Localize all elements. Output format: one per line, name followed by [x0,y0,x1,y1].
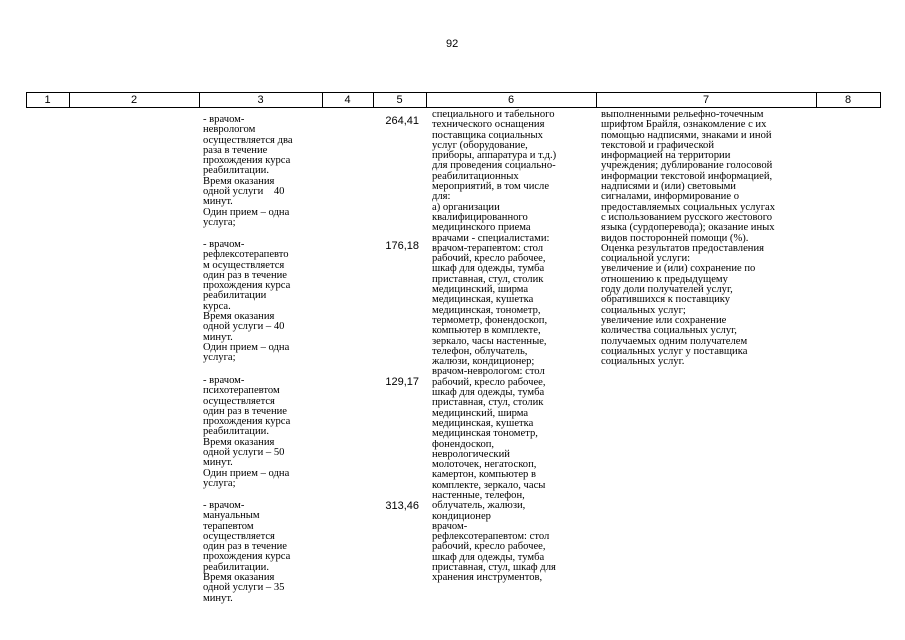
text-line: медицинский, ширма [432,284,529,296]
text-line: Время оказания [203,436,275,448]
text-line: Один прием – одна [203,206,290,218]
text-line: один раз в течение [203,541,287,553]
text-line: хранения инструментов, [432,572,543,584]
header-bottom-border [26,107,880,108]
text-line: текстовой и графической [601,139,715,151]
text-line: термометр, фонендоскоп, [432,314,548,326]
text-line: одной услуги – 35 [203,582,285,594]
text-line: приставная, стул, столик [432,397,544,409]
text-line: отношению к предыдущему [601,273,728,285]
text-line: мероприятий, в том числе [432,181,550,193]
text-line: квалифицированного [432,211,528,223]
text-line: Один прием – одна [203,467,290,479]
text-line: жалюзи, кондиционер; [432,356,535,368]
text-line: компьютер в комплекте, [432,325,541,337]
text-line: медицинская, кушетка [432,294,534,306]
text-line: услуга; [203,477,236,489]
text-line: медицинский, ширма [432,407,529,419]
text-line: шкаф для одежды, тумба [432,263,545,275]
text-line: - врачом- [203,239,245,250]
text-line: получаемых одним получателем [601,335,748,347]
text-line: медицинского приема [432,222,531,234]
text-line: осуществляется [203,530,275,542]
service-block-psychotherapist [203,376,321,489]
text-line: с использованием русского жестового [601,211,773,223]
text-line: одной услуги – 40 [203,321,285,333]
text-line: шрифтом Брайля, ознакомление с их [601,119,767,131]
header-col-2: 2 [130,94,138,106]
text-line: увеличение и (или) сохранение по [601,263,756,275]
text-line: терапевтом [203,520,254,532]
text-line: курса. [203,300,231,312]
text-line: рабочий, кресло рабочее, [432,253,546,265]
text-line: м осуществляется [203,259,285,271]
text-line: шкаф для одежды, тумба [432,387,545,399]
text-line: облучатель, жалюзи, [432,500,526,512]
page-number: 92 [446,38,459,50]
text-line: - врачом- [203,114,245,125]
text-line: осуществляется два [203,134,293,146]
header-col-3: 3 [257,94,264,106]
text-line: минут. [203,196,233,208]
text-line: минут. [203,331,233,343]
text-line: специального и табельного [432,109,555,120]
text-line: сигналами, информирование о [601,191,739,203]
text-line: телефон, облучатель, [432,345,528,357]
text-line: приставная, стул, шкаф для [432,562,556,574]
text-line: рабочий, кресло рабочее, [432,376,546,388]
text-line: помощью надписями, знаками и иной [601,129,772,141]
text-line: рефлексотерапевтом: стол [432,531,550,543]
text-line: одной услуги 40 [203,186,285,198]
price-value: 129,17 [385,376,419,388]
text-line: кондиционер [432,510,491,522]
equipment-description [432,110,594,584]
text-line: прохождения курса [203,416,291,428]
text-line: реабилитации. [203,165,269,177]
text-line: обратившихся к поставщику [601,294,731,306]
text-line: раза в течение [203,144,268,156]
text-line: рабочий, кресло рабочее, [432,541,546,553]
header-col-6: 6 [507,94,515,106]
text-line: реабилитации. [203,426,269,438]
text-line: приставная, стул, столик [432,273,544,285]
text-line: поставщика социальных [432,129,543,141]
text-line: технического оснащения [432,119,545,131]
text-line: Время оказания [203,311,275,323]
text-line: медицинская, тонометр, [432,304,541,316]
text-line: социальных услуг; [601,304,686,316]
text-line: языка (сурдоперевода); оказание иных [601,222,775,234]
text-line: для: [432,191,451,203]
price-value: 313,46 [385,500,419,512]
price-value: 264,41 [385,115,419,127]
text-line: Один прием – одна [203,341,290,353]
text-line: видов посторонней помощи (%). [601,232,749,244]
text-line: а) организации [432,201,500,213]
header-col-5: 5 [396,94,403,106]
text-line: один раз в течение [203,269,287,281]
text-line: медицинская, кушетка [432,417,534,429]
service-block-reflexotherapist [203,240,321,364]
text-line: прохождения курса [203,551,291,563]
text-line: врачами - специалистами: [432,232,550,244]
text-line: услуга; [203,352,236,364]
text-line: предоставляемых социальных услугах [601,201,776,213]
text-line: Время оказания [203,572,275,584]
text-line: молоточек, негатоскоп, [432,459,537,471]
header-col-1: 1 [44,94,51,106]
text-line: надписями и (или) световыми [601,181,736,193]
header-col-8: 8 [844,94,852,106]
text-line: реабилитации [203,290,267,302]
text-line: комплекте, зеркало, часы [432,479,546,491]
text-line: приборы, аппаратура и т.д.) [432,150,557,162]
text-line: одной услуги – 50 [203,447,285,459]
text-line: осуществляется [203,395,275,407]
text-line: зеркало, часы настенные, [432,335,547,347]
text-line: реабилитации. [203,561,269,573]
text-line: врачом-терапевтом: стол [432,242,544,254]
text-line: один раз в течение [203,405,287,417]
service-block-neurologist [203,115,321,228]
text-line: Оценка результатов предоставления [601,242,764,254]
col-border [880,92,881,108]
text-line: врачом- [432,520,468,532]
text-line: социальной услуги: [601,253,691,265]
text-line: неврологический [432,448,510,460]
text-line: психотерапевтом [203,385,280,397]
text-line: количества социальных услуг, [601,325,737,337]
text-line: информации текстовой информацией, [601,170,773,182]
text-line: увеличение или сохранение [601,314,727,326]
text-line: прохождения курса [203,155,291,167]
text-line: социальных услуг у поставщика [601,345,748,357]
text-line: прохождения курса [203,280,291,292]
text-line: социальных услуг. [601,356,685,368]
header-col-7: 7 [702,94,710,106]
text-line: услуга; [203,216,236,228]
price-value: 176,18 [385,240,419,252]
text-line: минут. [203,592,233,604]
header-col-4: 4 [344,94,351,106]
text-line: настенные, телефон, [432,489,525,501]
assessment-description [601,110,815,367]
service-block-manual-therapist [203,501,321,604]
text-line: Время оказания [203,175,275,187]
text-line: информацией на территории [601,150,731,162]
text-line: медицинская тонометр, [432,428,538,440]
text-line: реабилитационных [432,170,519,182]
text-line: для проведения социально- [432,160,556,172]
text-line: году доли получателей услуг, [601,284,733,296]
text-line: рефлексотерапевто [203,249,289,261]
text-line: неврологом [203,124,256,136]
text-line: - врачом- [203,375,245,386]
text-line: врачом-неврологом: стол [432,366,545,378]
text-line: - врачом- [203,500,245,511]
text-line: камертон, компьютер в [432,469,536,481]
text-line: минут. [203,457,233,469]
text-line: шкаф для одежды, тумба [432,551,545,563]
text-line: учреждения; дублирование голосовой [601,160,773,172]
text-line: мануальным [203,510,260,522]
text-line: услуг (оборудование, [432,139,528,151]
text-line: выполненными рельефно-точечным [601,109,764,120]
text-line: фонендоскоп, [432,438,495,450]
